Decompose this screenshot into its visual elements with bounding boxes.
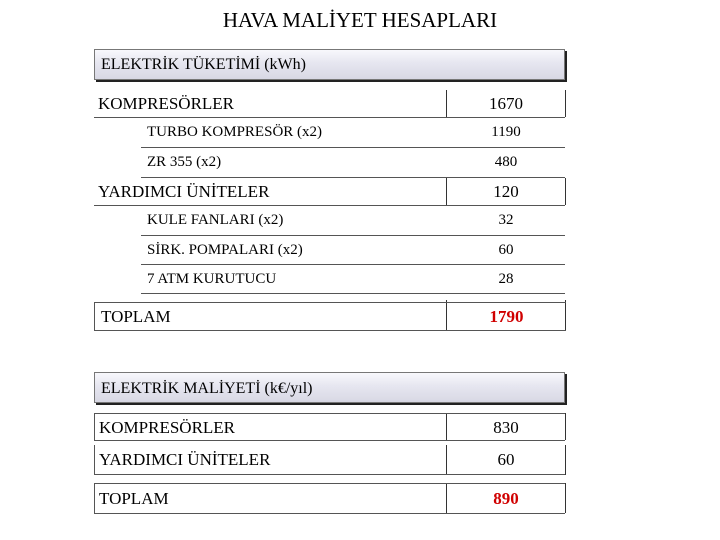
cost-total-label: TOPLAM xyxy=(94,483,447,514)
cost-compressors-value: 830 xyxy=(447,413,565,441)
page-title: HAVA MALİYET HESAPLARI xyxy=(222,8,498,32)
row-fans-label: KULE FANLARI (x2) xyxy=(141,206,447,236)
row-compressors-label: KOMPRESÖRLER xyxy=(94,91,447,118)
row-dryer-value: 28 xyxy=(447,265,565,294)
consumption-header-label: ELEKTRİK TÜKETİMİ (kWh) xyxy=(101,56,306,73)
divider xyxy=(565,90,566,117)
row-pumps-label: SİRK. POMPALARI (x2) xyxy=(141,236,447,265)
consumption-header xyxy=(94,49,565,80)
divider xyxy=(565,178,566,205)
total-consumption-value: 1790 xyxy=(447,302,566,331)
divider xyxy=(565,483,566,513)
row-zr-value: 480 xyxy=(447,148,565,178)
cost-compressors-label: KOMPRESÖRLER xyxy=(94,413,447,441)
row-aux-value: 120 xyxy=(447,178,565,206)
cost-aux-label: YARDIMCI ÜNİTELER xyxy=(94,445,447,475)
cost-header xyxy=(94,372,565,403)
row-fans-value: 32 xyxy=(447,206,565,236)
row-turbo-value: 1190 xyxy=(447,118,565,148)
row-aux-label: YARDIMCI ÜNİTELER xyxy=(94,178,447,206)
cost-aux-value: 60 xyxy=(447,445,565,475)
total-consumption-label: TOPLAM xyxy=(94,302,447,331)
row-dryer-label: 7 ATM KURUTUCU xyxy=(141,265,447,294)
cost-total-value: 890 xyxy=(447,483,565,514)
divider xyxy=(565,413,566,440)
divider xyxy=(565,445,566,475)
row-zr-label: ZR 355 (x2) xyxy=(141,148,447,178)
row-pumps-value: 60 xyxy=(447,236,565,265)
row-compressors-value: 1670 xyxy=(447,91,565,118)
cost-header-label: ELEKTRİK MALİYETİ (k€/yıl) xyxy=(101,380,313,397)
row-turbo-label: TURBO KOMPRESÖR (x2) xyxy=(141,118,447,148)
